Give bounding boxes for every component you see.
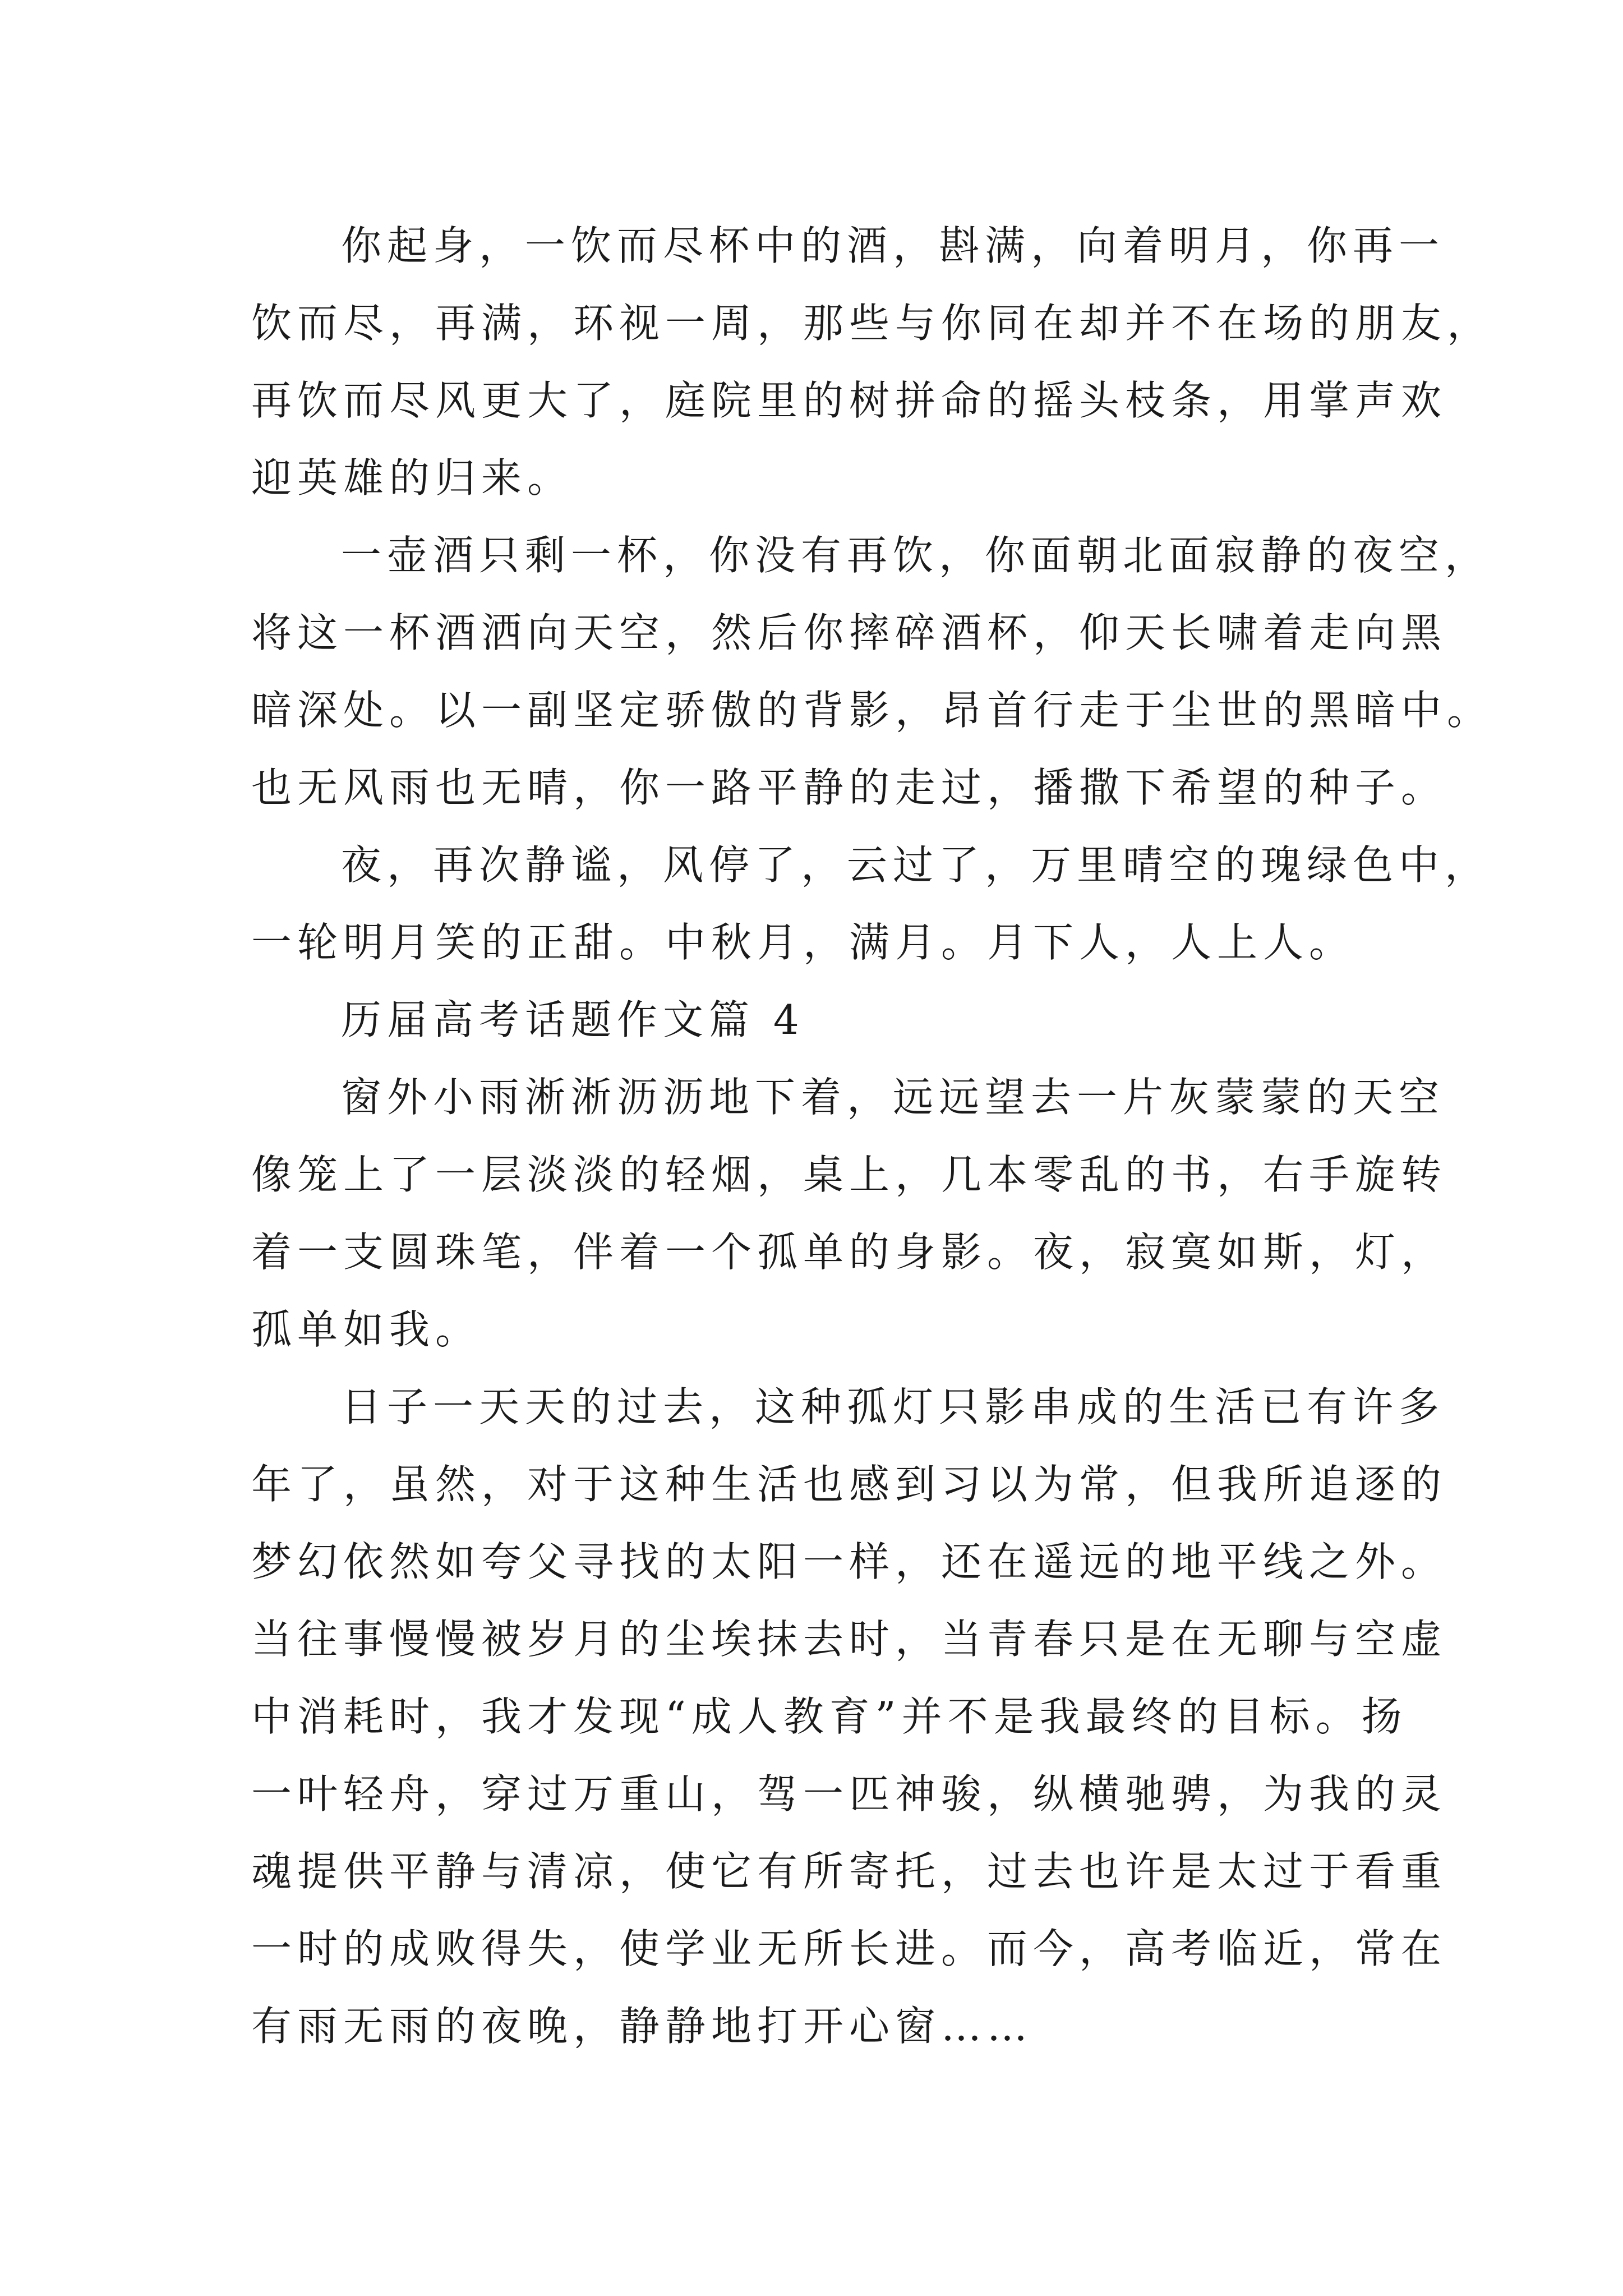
text-line: 着一支圆珠笔，伴着一个孤单的身影。夜，寂寞如斯，灯， [251,1228,1447,1276]
text-line: 一时的成败得失，使学业无所长进。而今，高考临近，常在 [251,1925,1447,1972]
section-heading: 历届高考话题作文篇 4 [341,996,805,1043]
text-line: 暗深处。以一副坚定骄傲的背影，昂首行走于尘世的黑暗中。 [251,687,1493,734]
text-line: 一壶酒只剩一杯，你没有再饮，你面朝北面寂静的夜空， [341,532,1491,579]
text-line: 一轮明月笑的正甜。中秋月，满月。月下人，人上人。 [251,919,1355,966]
text-line: 梦幻依然如夸父寻找的太阳一样，还在遥远的地平线之外。 [251,1538,1447,1585]
text-line: 中消耗时，我才发现“成人教育”并不是我最终的目标。扬 [251,1693,1408,1740]
text-line: 也无风雨也无晴，你一路平静的走过，播撒下希望的种子。 [251,764,1447,811]
text-line: 有雨无雨的夜晚，静静地打开心窗…… [251,2003,1034,2050]
text-line: 窗外小雨淅淅沥沥地下着，远远望去一片灰蒙蒙的天空 [341,1074,1445,1121]
text-line: 饮而尽，再满，环视一周，那些与你同在却并不在场的朋友， [251,300,1493,347]
text-line: 迎英雄的归来。 [251,454,574,501]
text-line: 年了，虽然，对于这种生活也感到习以为常，但我所追逐的 [251,1461,1447,1508]
text-line: 孤单如我。 [251,1306,482,1353]
text-line: 将这一杯酒洒向天空，然后你摔碎酒杯，仰天长啸着走向黑 [251,609,1447,656]
text-line: 像笼上了一层淡淡的轻烟，桌上，几本零乱的书，右手旋转 [251,1151,1447,1198]
text-line: 你起身，一饮而尽杯中的酒，斟满，向着明月，你再一 [341,222,1445,269]
text-line: 当往事慢慢被岁月的尘埃抹去时，当青春只是在无聊与空虚 [251,1616,1447,1663]
text-line: 夜，再次静谧，风停了，云过了，万里晴空的瑰绿色中， [341,841,1491,889]
text-line: 日子一天天的过去，这种孤灯只影串成的生活已有许多 [341,1383,1445,1430]
text-line: 再饮而尽风更大了，庭院里的树拼命的摇头枝条，用掌声欢 [251,377,1447,424]
text-line: 魂提供平静与清凉，使它有所寄托，过去也许是太过于看重 [251,1848,1447,1895]
text-line: 一叶轻舟，穿过万重山，驾一匹神骏，纵横驰骋，为我的灵 [251,1770,1447,1818]
